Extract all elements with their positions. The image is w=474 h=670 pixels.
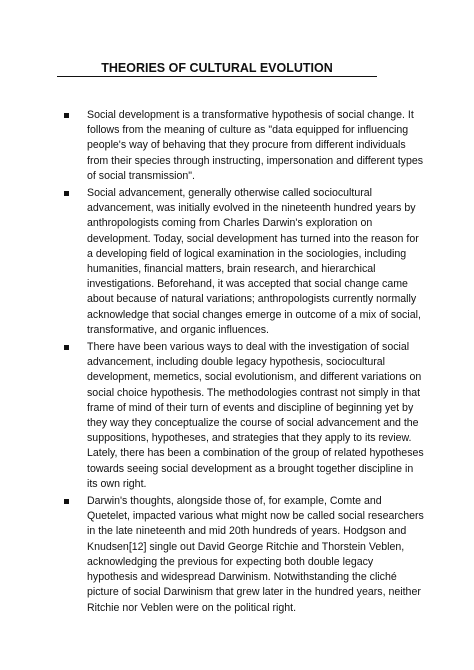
list-item-text: Social development is a transformative hypothesis of social change. It follows from the meaning of culture as "data equipped for influencing people's way of behaving that they procure from different individuals from their species through instructing, impersonation and different types of social transmission". [87, 109, 424, 182]
list-item [64, 186, 426, 338]
list-item [64, 340, 426, 492]
page-title: THEORIES OF CULTURAL EVOLUTION [101, 61, 333, 75]
list-item-text: Social advancement, generally otherwise called sociocultural advancement, was initially evolved in the nineteenth hundred years by anthropologists coming from Charles Darwin's exploration on development. Today, social development has turned into the reason for a developing field of logical examination in the sociologies, including humanities, financial matters, brain research, and hierarchical investigations. Beforehand, it was accepted that social change came about because of natural variations; anthropologists currently normally acknowledge that social changes emerge in outcome of a mix of social, transformative, and organic influences. [87, 187, 421, 336]
title-underline [57, 60, 377, 77]
square-bullet-icon [64, 499, 69, 504]
square-bullet-icon [64, 113, 69, 118]
square-bullet-icon [64, 191, 69, 196]
list-item [64, 108, 426, 184]
bullet-list [64, 108, 426, 618]
list-item-text: Darwin's thoughts, alongside those of, for example, Comte and Quetelet, impacted various what might now be called social researchers in the late nineteenth and mid 20th hundreds of years. Hodgson and Knudsen[12] single out David George Ritchie and Thorstein Veblen, acknowledging the previous for expecting both double legacy hypothesis and widespread Darwinism. Notwithstanding the cliché picture of social Darwinism that grew later in the hundred years, neither Ritchie nor Veblen were on the political right. [87, 495, 424, 614]
square-bullet-icon [64, 345, 69, 350]
list-item-text: There have been various ways to deal with the investigation of social advancement, including double legacy hypothesis, sociocultural development, memetics, social evolutionism, and different variations on social choice hypothesis. The methodologies contrast not simply in that frame of mind of their turn of events and discipline of beginning yet by they way they conceptualize the course of social advancement and the suppositions, hypotheses, and strategies that they apply to its review. Lately, there has been a combination of the group of related hypotheses towards seeing social development as a brought together discipline in its own right. [87, 341, 424, 490]
list-item [64, 494, 426, 616]
